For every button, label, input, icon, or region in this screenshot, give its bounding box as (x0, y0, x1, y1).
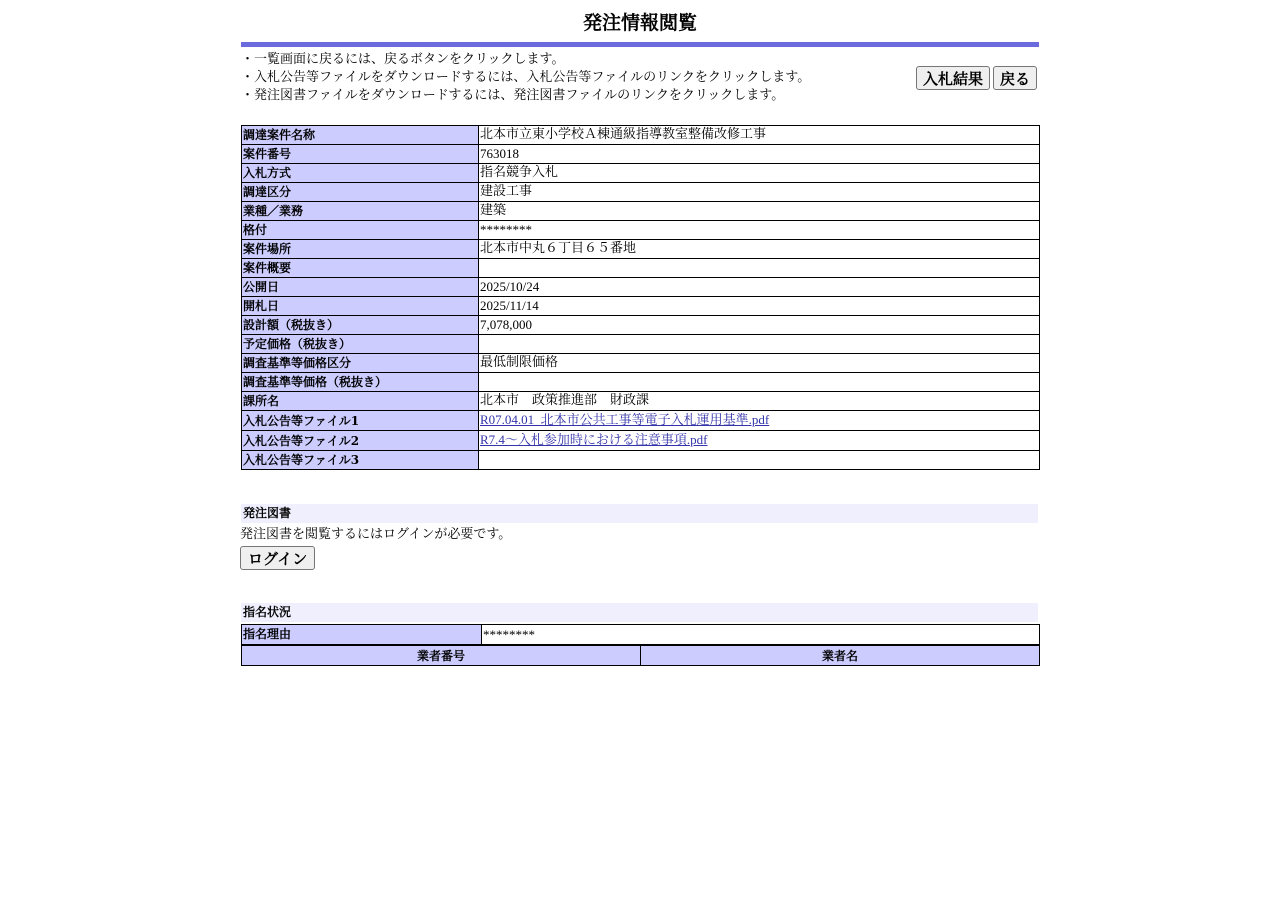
detail-value: 北本市中丸６丁目６５番地 (479, 240, 1040, 259)
table-row (242, 354, 1040, 373)
nomination-reason-value: ******** (482, 625, 1040, 645)
detail-value (479, 451, 1040, 470)
instructions-bar (241, 47, 1039, 125)
table-row (242, 316, 1040, 335)
table-row (242, 392, 1040, 411)
detail-label: 開札日 (242, 297, 479, 316)
login-button[interactable]: ログイン (240, 546, 315, 570)
table-row (242, 411, 1040, 431)
detail-label: 案件場所 (242, 240, 479, 259)
nomination-reason-table (241, 624, 1040, 645)
table-row (242, 221, 1040, 240)
bid-notice-file-link[interactable]: R7.4～入札参加時における注意事項.pdf (480, 432, 708, 447)
table-row (242, 202, 1040, 221)
vendor-name-header: 業者名 (641, 646, 1040, 666)
table-row (242, 451, 1040, 470)
detail-value (479, 335, 1040, 354)
detail-value: 指名競争入札 (479, 164, 1040, 183)
detail-value: 北本市立東小学校Ａ棟通級指導教室整備改修工事 (479, 126, 1040, 145)
page-title: 発注情報閲覧 (582, 12, 697, 34)
back-button[interactable]: 戻る (993, 66, 1037, 90)
detail-label: 格付 (242, 221, 479, 240)
table-row (242, 297, 1040, 316)
detail-label: 予定価格（税抜き） (242, 335, 479, 354)
detail-label: 調達区分 (242, 183, 479, 202)
table-row (242, 164, 1040, 183)
detail-value: 2025/11/14 (479, 297, 1040, 316)
detail-label: 業種／業務 (242, 202, 479, 221)
action-buttons (916, 66, 1037, 90)
instruction-back: ・一覧画面に戻るには、戻るボタンをクリックします。 (241, 52, 565, 67)
detail-value: 建設工事 (479, 183, 1040, 202)
table-row (242, 240, 1040, 259)
detail-value: 建築 (479, 202, 1040, 221)
table-row (242, 183, 1040, 202)
nomination-section (241, 603, 1039, 666)
instructions (241, 51, 810, 105)
detail-value: 2025/10/24 (479, 278, 1040, 297)
detail-label: 調査基準等価格（税抜き） (242, 373, 479, 392)
procurement-details-table (241, 125, 1040, 470)
detail-label: 入札公告等ファイル2 (242, 431, 479, 451)
detail-value: 763018 (479, 145, 1040, 164)
detail-value (479, 373, 1040, 392)
table-row (242, 259, 1040, 278)
vendor-table (241, 645, 1040, 666)
table-row (242, 373, 1040, 392)
detail-label: 設計額（税抜き） (242, 316, 479, 335)
detail-label: 入札方式 (242, 164, 479, 183)
vendor-number-header: 業者番号 (242, 646, 641, 666)
detail-label: 案件番号 (242, 145, 479, 164)
vendor-table-header (242, 646, 1040, 666)
detail-value: 最低制限価格 (479, 354, 1040, 373)
table-row (242, 145, 1040, 164)
detail-value: 北本市 政策推進部 財政課 (479, 392, 1040, 411)
table-row (242, 625, 1040, 645)
detail-label: 調達案件名称 (242, 126, 479, 145)
nomination-heading: 指名状況 (241, 603, 1038, 622)
page-container (241, 0, 1039, 666)
table-row (242, 431, 1040, 451)
instruction-drawing-files: ・発注図書ファイルをダウンロードするには、発注図書ファイルのリンクをクリックします。 (241, 88, 785, 103)
detail-value: ******** (479, 221, 1040, 240)
detail-label: 公開日 (242, 278, 479, 297)
detail-label: 調査基準等価格区分 (242, 354, 479, 373)
table-row (242, 278, 1040, 297)
detail-value (479, 259, 1040, 278)
detail-file-cell (479, 431, 1040, 451)
bid-result-button[interactable]: 入札結果 (916, 66, 990, 90)
instruction-bid-files: ・入札公告等ファイルをダウンロードするには、入札公告等ファイルのリンクをクリックします。 (241, 70, 811, 85)
table-row (242, 126, 1040, 145)
drawings-login-message: 発注図書を閲覧するにはログインが必要です。 (240, 527, 512, 542)
drawings-section (241, 504, 1039, 570)
detail-value: 7,078,000 (479, 316, 1040, 335)
drawings-heading: 発注図書 (241, 504, 1038, 523)
detail-file-cell (479, 411, 1040, 431)
detail-label: 課所名 (242, 392, 479, 411)
detail-label: 案件概要 (242, 259, 479, 278)
bid-notice-file-link[interactable]: R07.04.01_北本市公共工事等電子入札運用基準.pdf (480, 412, 770, 427)
detail-label: 入札公告等ファイル1 (242, 411, 479, 431)
table-row (242, 335, 1040, 354)
detail-label: 入札公告等ファイル3 (242, 451, 479, 470)
nomination-reason-label: 指名理由 (242, 625, 482, 645)
